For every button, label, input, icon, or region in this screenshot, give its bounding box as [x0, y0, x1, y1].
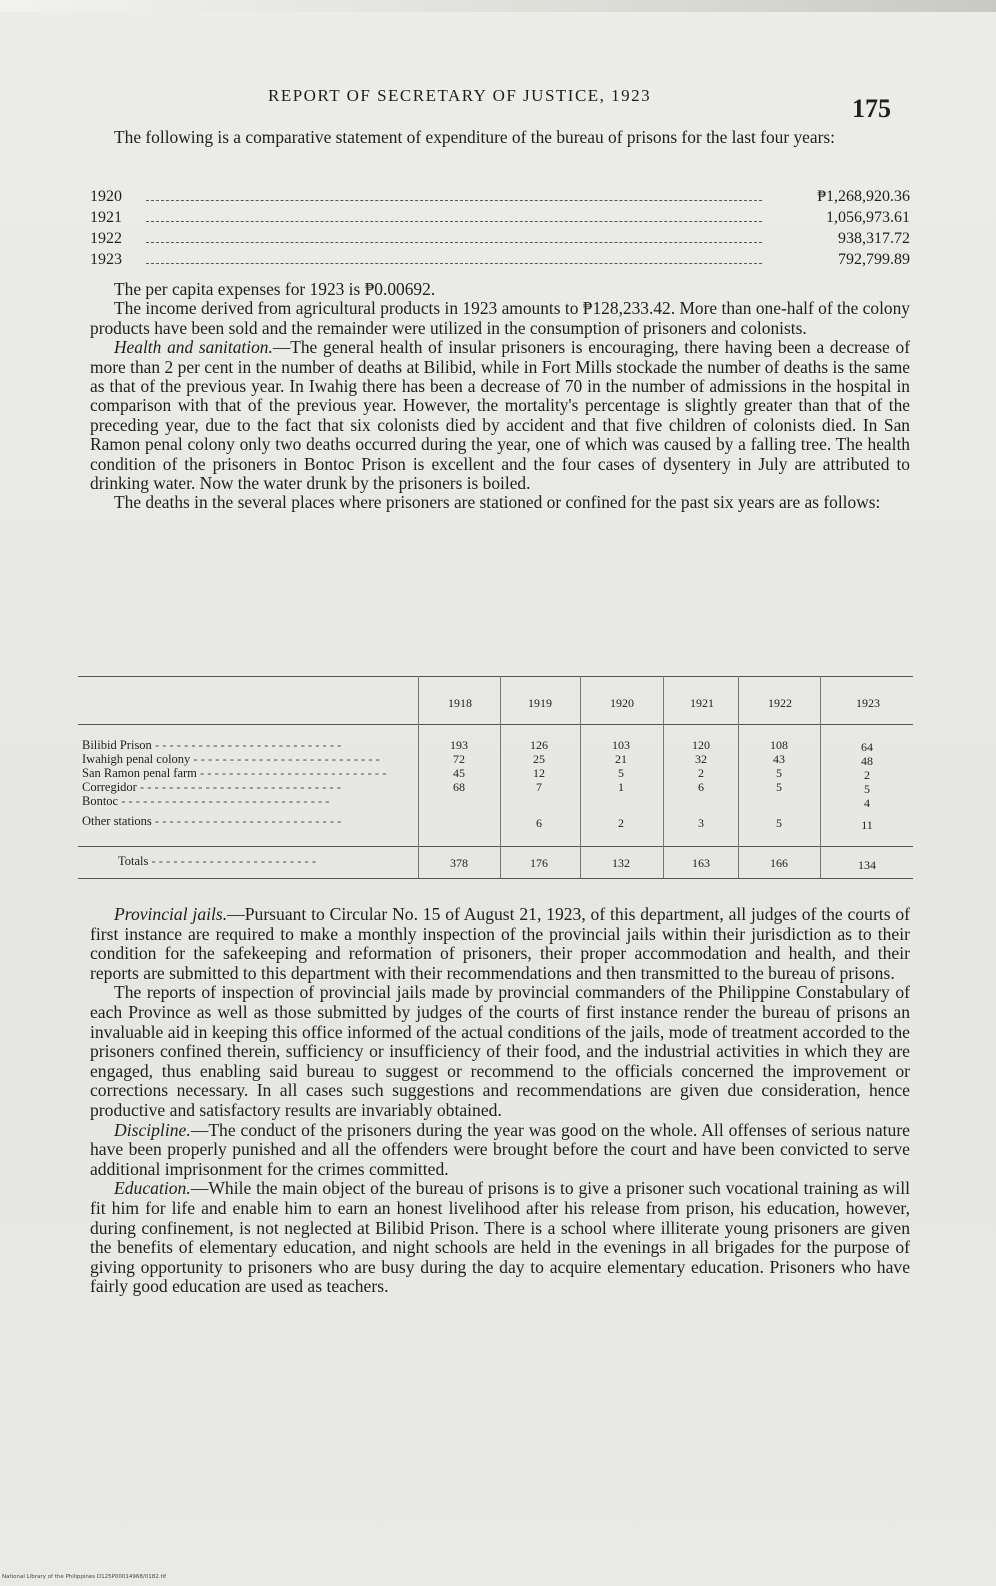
column-divider	[500, 676, 501, 878]
expenditure-row	[90, 207, 910, 228]
column-header: 1919	[528, 696, 552, 710]
expenditure-row	[90, 228, 910, 249]
table-cell: 72	[453, 752, 465, 766]
table-cell: 5	[776, 780, 782, 794]
table-cell: 2	[618, 816, 624, 830]
reports-paragraph: The reports of inspection of provincial jails made by provincial commanders of the Philippine Constabulary of each Province as well as those submitted by judges of the courts of first instance render the bureau of prisons an invaluable aid in keeping this office informed of the actual conditions of the jails, mode of treatment accorded to the prisoners confined therein, sufficiency or insufficiency of their food, and the industrial activities in which they are engaged, thus enabling said bureau to suggest or recommend to the officials concerned the improvement or corrections necessary. In all cases such suggestions and recommendations are given due consideration, hence productive and satisfactory results are invariably obtained.	[90, 982, 910, 1120]
totals-cell: 132	[612, 856, 630, 870]
column-header: 1923	[856, 696, 880, 710]
table-cell: 7	[536, 780, 542, 794]
table-cell: 2	[698, 766, 704, 780]
expenditure-list	[90, 186, 910, 270]
expenditure-year: 1921	[90, 209, 122, 226]
row-label: Bilibid Prison - - - - - - - - - - - - - - - - - - - - - - - - - -	[82, 738, 342, 752]
row-label: Bontoc - - - - - - - - - - - - - - - - - - - - - - - - - - - - -	[82, 794, 330, 808]
intro-block	[90, 128, 910, 147]
education-text: —While the main object of the bureau of prisons is to give a prisoner such vocational training as will fit him for life and enable him to earn an honest livelihood after his release from prison, his education, however, during confinement, is not neglected at Bilibid Prison. There is a school where illiterate young prisoners are given the benefits of elementary education, and night schools are held in the evenings in all brigades for the purpose of giving opportunity to prisoners who are busy during the day to acquire elementary education. Prisoners who have fairly good education are used as teachers.	[90, 1178, 910, 1297]
table-top-rule	[78, 676, 913, 677]
expenditure-year: 1922	[90, 230, 122, 247]
leader-dots	[146, 221, 762, 222]
health-paragraph	[90, 338, 910, 493]
table-cell: 120	[692, 738, 710, 752]
body-block-2	[90, 905, 910, 1297]
column-divider	[738, 676, 739, 878]
discipline-paragraph	[90, 1121, 910, 1180]
table-cell: 193	[450, 738, 468, 752]
column-divider	[418, 676, 419, 878]
totals-cell: 134	[858, 858, 876, 872]
table-cell: 68	[453, 780, 465, 794]
expenditure-amount: ₱1,268,920.36	[817, 188, 910, 205]
expenditure-year: 1923	[90, 251, 122, 268]
row-label-text: San Ramon penal farm	[82, 766, 197, 780]
scan-footer: National Library of the Philippines D125P00014968/0182.tif	[2, 1574, 167, 1580]
totals-label-text: Totals	[118, 854, 149, 868]
table-cell: 103	[612, 738, 630, 752]
totals-cell: 163	[692, 856, 710, 870]
provincial-paragraph	[90, 905, 910, 983]
totals-label: Totals - - - - - - - - - - - - - - - - - - - - - - -	[118, 854, 316, 868]
deaths-intro-paragraph: The deaths in the several places where prisoners are stationed or confined for the past six years are as follows:	[114, 492, 881, 513]
leader-dots	[146, 263, 762, 264]
per-capita-paragraph: The per capita expenses for 1923 is ₱0.00692.	[114, 279, 436, 299]
row-label-text: Corregidor	[82, 780, 137, 794]
expenditure-row	[90, 186, 910, 207]
health-text: —The general health of insular prisoners is encouraging, there having been a decrease of more than 2 per cent in the number of deaths at Bilibid, while in Fort Mills stockade the number of deaths is the same as that of the previous year. In Iwahig there has been a decrease of 70 in the number of admissions in the hospital in comparison with that of the previous year. However, the mortality's percentage is slightly greater than that of the preceding year, due to the fact that six colonists died by accident and that five children of colonists died. In San Ramon penal colony only two deaths occurred during the year, one of which was caused by a falling tree. The health condition of the prisoners in Bontoc Prison is excellent and the four cases of dysentery in July are attributed to drinking water. Now the water drunk by the prisoners is boiled.	[90, 337, 910, 494]
income-paragraph: The income derived from agricultural products in 1923 amounts to ₱128,233.42. More than one-half of the colony products have been sold and the remainder were utilized in the consumption of prisoners and colonists.	[90, 298, 910, 338]
table-cell: 32	[695, 752, 707, 766]
table-cell: 5	[776, 766, 782, 780]
column-header: 1920	[610, 696, 634, 710]
intro-paragraph: The following is a comparative statement of expenditure of the bureau of prisons for the last four years:	[114, 127, 835, 147]
table-cell: 21	[615, 752, 627, 766]
expenditure-year: 1920	[90, 188, 122, 205]
table-cell: 25	[533, 752, 545, 766]
discipline-heading: Discipline.	[114, 1119, 191, 1140]
table-cell: 3	[698, 816, 704, 830]
row-label: Other stations - - - - - - - - - - - - - - - - - - - - - - - - - -	[82, 814, 342, 828]
column-divider	[820, 676, 821, 878]
discipline-text: —The conduct of the prisoners during the year was good on the whole. All offenses of serious nature have been properly punished and all the offenders were brought before the court and have been convicted to serve additional imprisonment for the crimes committed.	[90, 1119, 910, 1179]
education-heading: Education.	[114, 1178, 191, 1199]
provincial-text: —Pursuant to Circular No. 15 of August 21, 1923, of this department, all judges of the courts of first instance are required to make a monthly inspection of the provincial jails within their jurisdiction as to their condition for the safekeeping and reformation of prisoners, their proper accommodation and health, and their reports are submitted to this department with their recommendations and then transmitted to the bureau of prisons.	[90, 904, 911, 983]
row-label-text: Other stations	[82, 814, 152, 828]
column-header: 1922	[768, 696, 792, 710]
expenditure-amount: 792,799.89	[838, 251, 910, 268]
column-header: 1918	[448, 696, 472, 710]
health-heading: Health and sanitation.	[114, 337, 273, 358]
header-rule	[78, 724, 913, 725]
totals-cell: 176	[530, 856, 548, 870]
table-cell: 48	[861, 754, 873, 768]
table-cell: 5	[618, 766, 624, 780]
table-cell: 5	[776, 816, 782, 830]
table-cell: 64	[861, 740, 873, 754]
totals-rule	[78, 846, 913, 847]
column-divider	[663, 676, 664, 878]
row-label: Corregidor - - - - - - - - - - - - - - - - - - - - - - - - - - - -	[82, 780, 341, 794]
column-divider	[580, 676, 581, 878]
table-bottom-rule	[78, 878, 913, 879]
table-cell: 2	[864, 768, 870, 782]
expenditure-amount: 1,056,973.61	[826, 209, 910, 226]
row-label-text: Bontoc	[82, 794, 119, 808]
leader-dots	[146, 242, 762, 243]
totals-cell: 166	[770, 856, 788, 870]
table-cell: 45	[453, 766, 465, 780]
body-block-1	[90, 280, 910, 513]
row-label-text: Bilibid Prison	[82, 738, 152, 752]
table-cell: 126	[530, 738, 548, 752]
row-label: San Ramon penal farm - - - - - - - - - - - - - - - - - - - - - - - - - -	[82, 766, 387, 780]
page-number: 175	[852, 94, 891, 123]
table-cell: 1	[618, 780, 624, 794]
scan-edge	[0, 0, 996, 12]
table-cell: 108	[770, 738, 788, 752]
table-cell: 12	[533, 766, 545, 780]
table-cell: 6	[698, 780, 704, 794]
running-title: REPORT OF SECRETARY OF JUSTICE, 1923	[268, 86, 652, 105]
table-cell: 11	[861, 818, 873, 832]
row-label-text: Iwahigh penal colony	[82, 752, 191, 766]
deaths-table	[78, 668, 913, 884]
provincial-heading: Provincial jails.	[114, 904, 228, 924]
leader-dots	[146, 200, 762, 201]
education-paragraph	[90, 1179, 910, 1297]
table-cell: 5	[864, 782, 870, 796]
table-cell: 4	[864, 796, 870, 810]
expenditure-row	[90, 249, 910, 270]
expenditure-amount: 938,317.72	[838, 230, 910, 247]
row-label: Iwahigh penal colony - - - - - - - - - - - - - - - - - - - - - - - - - -	[82, 752, 380, 766]
table-cell: 6	[536, 816, 542, 830]
table-cell: 43	[773, 752, 785, 766]
totals-cell: 378	[450, 856, 468, 870]
column-header: 1921	[690, 696, 714, 710]
